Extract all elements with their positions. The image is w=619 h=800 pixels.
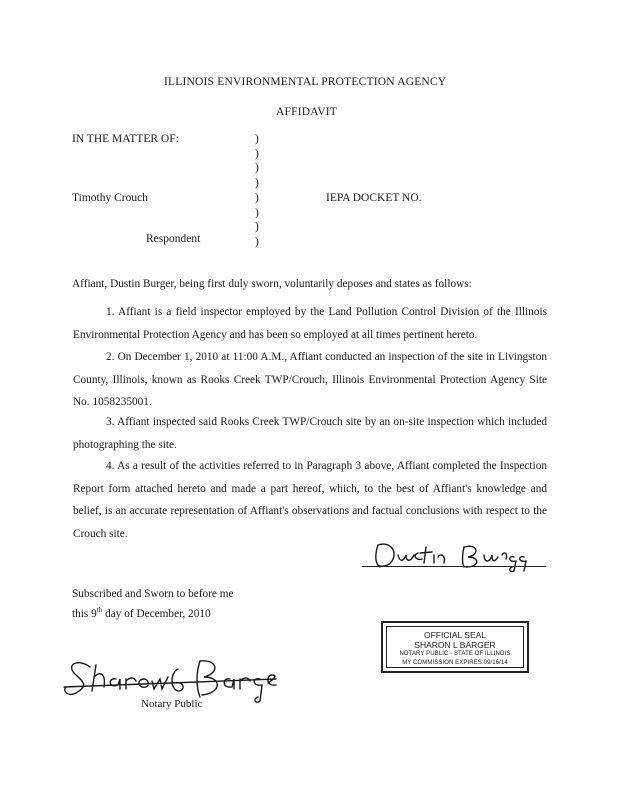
agency-heading: ILLINOIS ENVIRONMENTAL PROTECTION AGENCY <box>164 76 447 88</box>
respondent-label: Respondent <box>146 233 201 245</box>
paren: ) <box>255 235 259 248</box>
jurat-line-1: Subscribed and Sworn to before me <box>72 588 234 600</box>
seal-expiration: MY COMMISSION EXPIRES:09/16/14 <box>402 660 508 666</box>
paren: ) <box>255 221 259 234</box>
notary-public-label: Notary Public <box>141 698 203 710</box>
intro-statement: Affiant, Dustin Burger, being first duly sworn, voluntarily deposes and states as follows: <box>72 278 472 290</box>
paragraph-1: 1. Affiant is a field inspector employed by the Land Pollution Control Division of the Illinois Environmental Protection Agency and has been so employed at all times pertinent hereto. <box>73 306 547 341</box>
seal-inner-border <box>386 626 524 668</box>
jurat-line-2: this 9th day of December, 2010 <box>72 606 211 620</box>
docket-label: IEPA DOCKET NO. <box>326 192 422 204</box>
seal-state: NOTARY PUBLIC - STATE OF ILLINOIS <box>399 651 511 657</box>
paren: ) <box>255 162 259 175</box>
party-name: Timothy Crouch <box>72 192 148 204</box>
paragraph-4: 4. As a result of the activities referred to in Paragraph 3 above, Affiant completed the Inspection Report form attached hereto and made a part hereof, which, to the best of Affiant's knowledge and belief, is an accurate representation of Affiant's observations and factual conclusions with respect to the Crouch site. <box>73 460 547 540</box>
seal-title: OFFICIAL SEAL <box>423 630 487 640</box>
paren: ) <box>255 177 259 190</box>
document-title: AFFIDAVIT <box>276 106 338 118</box>
caption-parentheses <box>255 132 259 250</box>
paren: ) <box>255 147 259 160</box>
paren: ) <box>255 133 259 145</box>
in-the-matter-label: IN THE MATTER OF: <box>72 133 179 145</box>
paren: ) <box>255 206 259 219</box>
paragraph-3: 3. Affiant inspected said Rooks Creek TWP/Crouch site by an on-site inspection which included photographing the site. <box>73 416 547 451</box>
affiant-signature <box>368 537 548 575</box>
paragraph-2: 2. On December 1, 2010 at 11:00 A.M., Affiant conducted an inspection of the site in Livingston County, Illinois, known as Rooks Creek TWP/Crouch, Illinois Environmental Protection Agency Site No. 1058235001. <box>73 351 547 408</box>
paren: ) <box>255 191 259 204</box>
official-seal-stamp <box>381 621 529 673</box>
seal-name: SHARON L BARGER <box>414 640 496 650</box>
affiant-signature-line <box>362 566 546 567</box>
